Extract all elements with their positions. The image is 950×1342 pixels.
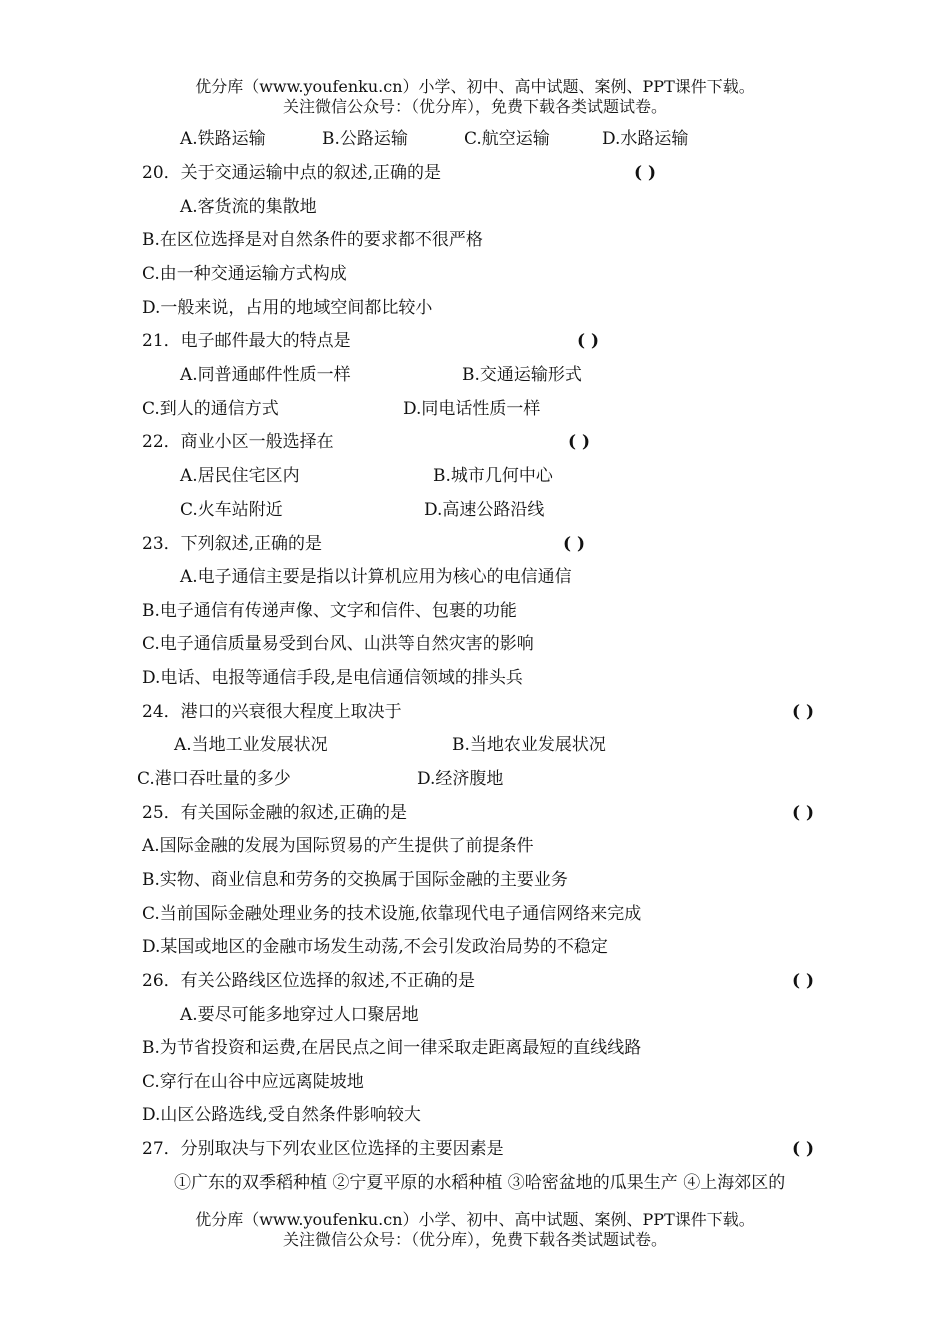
q21-stem: 21．电子邮件最大的特点是 bbox=[142, 331, 351, 351]
q21-option-c: C.到人的通信方式 bbox=[142, 399, 279, 419]
q22-option-c: C.火车站附近 bbox=[180, 500, 283, 520]
q26-stem: 26．有关公路线区位选择的叙述,不正确的是 bbox=[142, 971, 476, 991]
header-line-2: 关注微信公众号：（优分库），免费下载各类试题试卷。 bbox=[282, 97, 667, 116]
q22-option-a: A.居民住宅区内 bbox=[180, 466, 300, 486]
footer-line-1: 优分库（www.youfenku.cn）小学、初中、高中试题、案例、PPT课件下载。 bbox=[195, 1210, 755, 1229]
q22-stem: 22．商业小区一般选择在 bbox=[142, 432, 334, 452]
q27-stem: 27．分别取决与下列农业区位选择的主要因素是 bbox=[142, 1139, 504, 1159]
q22-option-d: D.高速公路沿线 bbox=[424, 500, 545, 520]
q24-stem: 24．港口的兴衰很大程度上取决于 bbox=[142, 702, 402, 722]
q24-option-c: C.港口吞吐量的多少 bbox=[137, 769, 291, 789]
q20-answer-blank: ( ) bbox=[634, 163, 657, 183]
q19-option-d: D.水路运输 bbox=[602, 129, 689, 149]
q26-option-c: C.穿行在山谷中应远离陡坡地 bbox=[142, 1072, 364, 1092]
q24-answer-blank: ( ) bbox=[792, 702, 815, 722]
q23-option-b: B.电子通信有传递声像、文字和信件、包裹的功能 bbox=[142, 601, 517, 621]
q22-option-b: B.城市几何中心 bbox=[433, 466, 553, 486]
q22-answer-blank: ( ) bbox=[568, 432, 591, 452]
q23-option-a: A.电子通信主要是指以计算机应用为核心的电信通信 bbox=[180, 567, 572, 587]
q26-answer-blank: ( ) bbox=[792, 971, 815, 991]
q25-option-c: C.当前国际金融处理业务的技术设施,依靠现代电子通信网络来完成 bbox=[142, 904, 642, 924]
q23-stem: 23．下列叙述,正确的是 bbox=[142, 534, 323, 554]
q20-option-c: C.由一种交通运输方式构成 bbox=[142, 264, 347, 284]
q24-option-d: D.经济腹地 bbox=[417, 769, 504, 789]
q25-option-b: B.实物、商业信息和劳务的交换属于国际金融的主要业务 bbox=[142, 870, 568, 890]
q21-option-a: A.同普通邮件性质一样 bbox=[180, 365, 351, 385]
q23-option-d: D.电话、电报等通信手段,是电信通信领域的排头兵 bbox=[142, 668, 523, 688]
q19-option-a: A.铁路运输 bbox=[180, 129, 266, 149]
q25-option-d: D.某国或地区的金融市场发生动荡,不会引发政治局势的不稳定 bbox=[142, 937, 608, 957]
q23-option-c: C.电子通信质量易受到台风、山洪等自然灾害的影响 bbox=[142, 634, 534, 654]
q20-option-a: A.客货流的集散地 bbox=[180, 197, 317, 217]
q20-option-b: B.在区位选择是对自然条件的要求都不很严格 bbox=[142, 230, 483, 250]
q21-answer-blank: ( ) bbox=[577, 331, 600, 351]
q27-items: ①广东的双季稻种植 ②宁夏平原的水稻种植 ③哈密盆地的瓜果生产 ④上海郊区的 bbox=[174, 1173, 786, 1193]
q24-option-a: A.当地工业发展状况 bbox=[174, 735, 328, 755]
q25-stem: 25．有关国际金融的叙述,正确的是 bbox=[142, 803, 408, 823]
q25-option-a: A.国际金融的发展为国际贸易的产生提供了前提条件 bbox=[142, 836, 534, 856]
q20-option-d: D.一般来说，占用的地域空间都比较小 bbox=[142, 298, 433, 318]
q21-option-d: D.同电话性质一样 bbox=[403, 399, 541, 419]
q25-answer-blank: ( ) bbox=[792, 803, 815, 823]
q26-option-d: D.山区公路选线,受自然条件影响较大 bbox=[142, 1105, 421, 1125]
q24-option-b: B.当地农业发展状况 bbox=[452, 735, 606, 755]
q26-option-a: A.要尽可能多地穿过人口聚居地 bbox=[180, 1005, 419, 1025]
q21-option-b: B.交通运输形式 bbox=[462, 365, 582, 385]
q23-answer-blank: ( ) bbox=[563, 534, 586, 554]
q20-stem: 20．关于交通运输中点的叙述,正确的是 bbox=[142, 163, 442, 183]
q26-option-b: B.为节省投资和运费,在居民点之间一律采取走距离最短的直线线路 bbox=[142, 1038, 642, 1058]
q27-answer-blank: ( ) bbox=[792, 1139, 815, 1159]
footer-line-2: 关注微信公众号：（优分库），免费下载各类试题试卷。 bbox=[282, 1230, 667, 1249]
q19-option-b: B.公路运输 bbox=[322, 129, 408, 149]
header-line-1: 优分库（www.youfenku.cn）小学、初中、高中试题、案例、PPT课件下载。 bbox=[195, 77, 755, 96]
q19-option-c: C.航空运输 bbox=[464, 129, 550, 149]
